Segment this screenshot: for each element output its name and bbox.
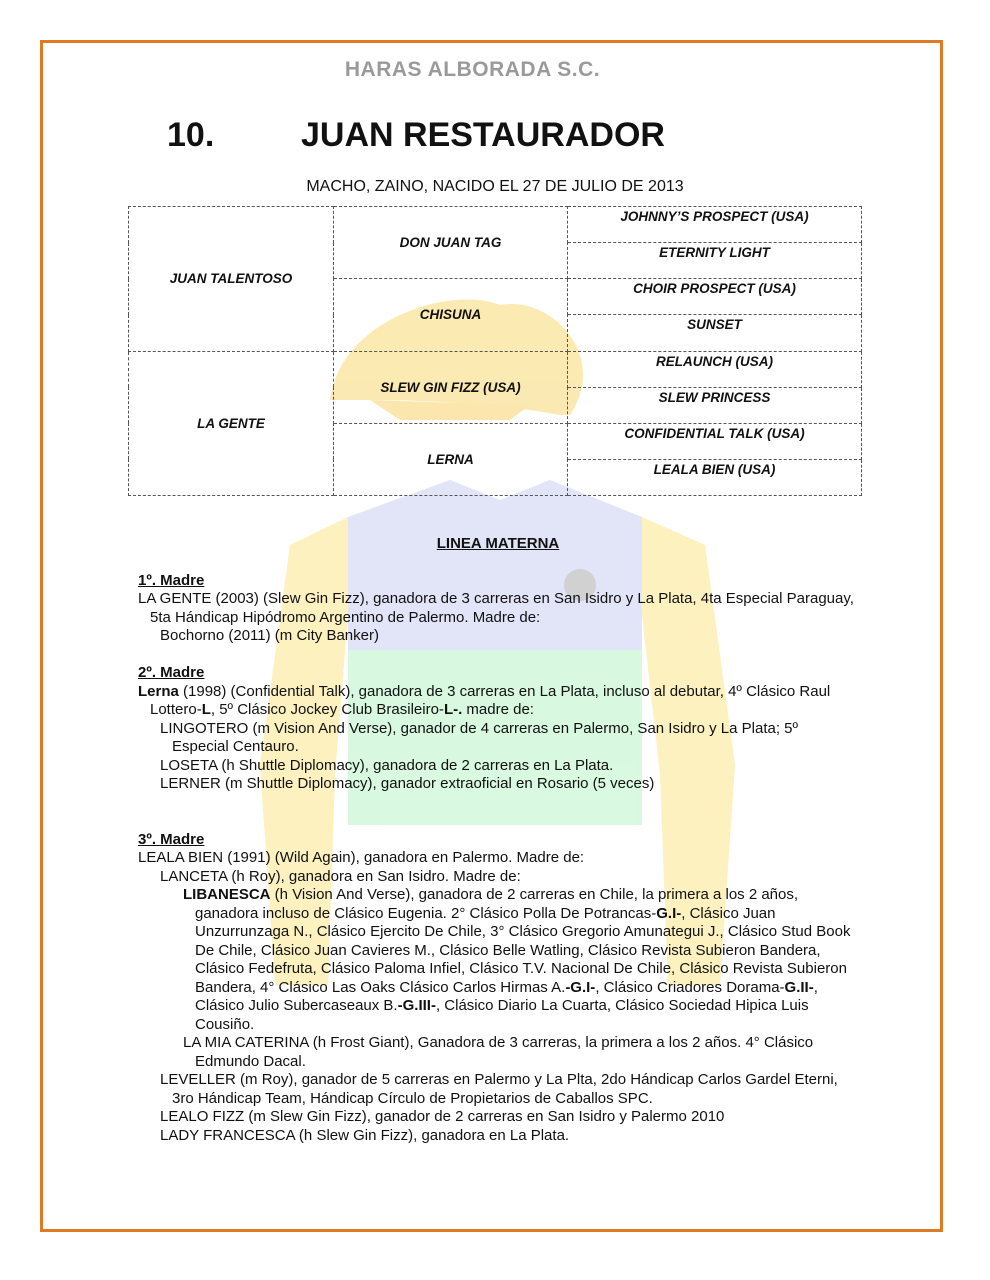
libanesca-name: LIBANESCA — [183, 886, 271, 903]
pedigree-cell: CHOIR PROSPECT (USA) — [568, 279, 862, 315]
dam-2-title: 2º. Madre — [138, 664, 205, 681]
pedigree-granddam-paternal: CHISUNA — [334, 279, 568, 351]
pedigree-grandsire-paternal: DON JUAN TAG — [334, 207, 568, 279]
list-item: LEVELLER (m Roy), ganador de 5 carreras en Palermo y La Plta, 2do Hándicap Carlos Gardel Eterni, 3ro Hándicap Team, Hándicap Círculo de Propietarios de Caballos SPC. — [160, 1071, 838, 1107]
pedigree-grandsire-maternal: SLEW GIN FIZZ (USA) — [334, 351, 568, 423]
list-item: LERNER (m Shuttle Diplomacy), ganador extraoficial en Rosario (5 veces) — [160, 775, 655, 792]
pedigree-cell: CONFIDENTIAL TALK (USA) — [568, 423, 862, 459]
list-item: LA MIA CATERINA (h Frost Giant), Ganadora de 3 carreras, la primera a los 2 años. 4° Clásico Edmundo Dacal. — [183, 1034, 814, 1070]
dam-1-text: LA GENTE (2003) (Slew Gin Fizz), ganadora de 3 carreras en San Isidro y La Plata, 4ta Especial Paraguay, 5ta Hándicap Hipódromo Argentino de Palermo. Madre de: — [138, 590, 854, 626]
header-brand: HARAS ALBORADA S.C. — [344, 58, 601, 81]
dam-3-title: 3º. Madre — [138, 830, 205, 848]
pedigree-cell: LEALA BIEN (USA) — [568, 459, 862, 495]
dam-1-title: 1º. Madre — [138, 571, 205, 589]
list-item: LANCETA (h Roy), ganadora en San Isidro. Madre de: — [160, 867, 521, 885]
maternal-line — [138, 535, 858, 1145]
lot-number: 10. — [167, 116, 215, 154]
pedigree-granddam-maternal: LERNA — [334, 423, 568, 495]
list-item: LIBANESCA (h Vision And Verse), ganadora de 2 carreras en Chile, la primera a los 2 años, ganadora incluso de Clásico Eugenia. 2° Clásico Polla De Potrancas-G.I-, Clásico Juan Unzurrunzaga N., Clásico Ejercito De Chile, 3° Clásico Gregorio Amunategui J., Clásico Stud Book De Chile, Clásico Juan Cavieres M., Clásico Belle Watling, Clásico Revista Subieron Bandera, Clásico Fedefruta, Clásico Paloma Infiel, Clásico T.V. Nacional De Chile, Clásico Revista Subieron Bandera, 4° Clásico Las Oaks Clásico Carlos Hirmas A.-G.I-, Clásico Criadores Dorama-G.II-, Clásico Julio Subercaseaux B.-G.III-, Clásico Diario La Cuarta, Clásico Sociedad Hipica Luis Cousiño. — [183, 886, 851, 1033]
list-item: LOSETA (h Shuttle Diplomacy), ganadora de 2 carreras en La Plata. — [160, 756, 614, 774]
pedigree-cell: JOHNNY’S PROSPECT (USA) — [568, 207, 862, 243]
section-title: LINEA MATERNA — [436, 535, 560, 552]
list-item: LINGOTERO (m Vision And Verse), ganador de 4 carreras en Palermo, San Isidro y La Plata; 5º Especial Centauro. — [160, 719, 799, 755]
list-item: LADY FRANCESCA (h Slew Gin Fizz), ganadora en La Plata. — [160, 1126, 570, 1144]
list-item: Bochorno (2011) (m City Banker) — [160, 627, 379, 644]
pedigree-sire: JUAN TALENTOSO — [129, 207, 334, 352]
dam-2-text: Lerna (1998) (Confidential Talk), ganadora de 3 carreras en La Plata, incluso al debutar, 4º Clásico Raul Lottero-L, 5º Clásico Jockey Club Brasileiro-L-. madre de: — [138, 682, 831, 718]
pedigree-cell: RELAUNCH (USA) — [568, 351, 862, 387]
horse-subtitle: MACHO, ZAINO, NACIDO EL 27 DE JULIO DE 2013 — [306, 178, 684, 195]
pedigree-cell: ETERNITY LIGHT — [568, 243, 862, 279]
dam-2-name: Lerna — [138, 682, 179, 700]
pedigree-table — [128, 206, 862, 496]
pedigree-cell: SUNSET — [568, 315, 862, 351]
pedigree-cell: SLEW PRINCESS — [568, 387, 862, 423]
horse-name: JUAN RESTAURADOR — [301, 116, 665, 154]
dam-3-text: LEALA BIEN (1991) (Wild Again), ganadora en Palermo. Madre de: — [138, 849, 585, 866]
pedigree-dam: LA GENTE — [129, 351, 334, 496]
list-item: LEALO FIZZ (m Slew Gin Fizz), ganador de 2 carreras en San Isidro y Palermo 2010 — [160, 1108, 725, 1125]
